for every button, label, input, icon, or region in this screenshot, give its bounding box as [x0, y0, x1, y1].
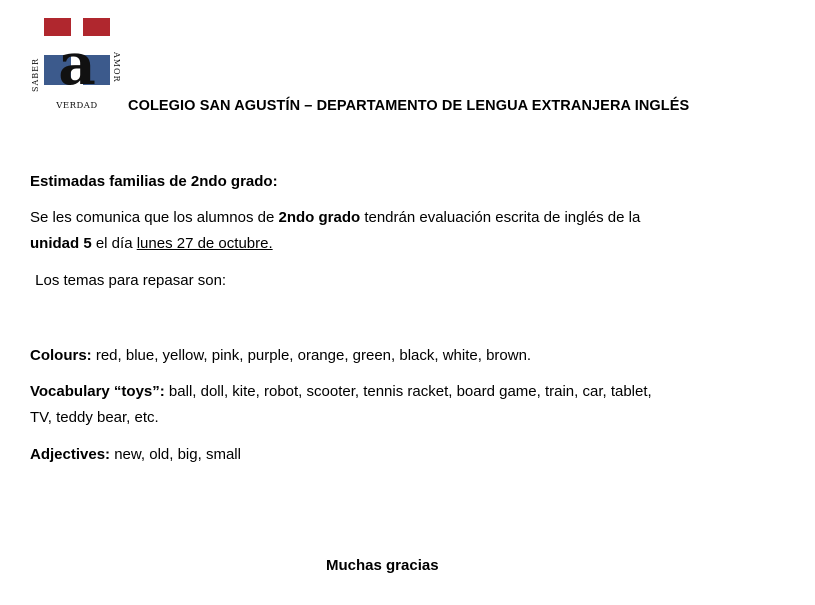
topic-toys — [30, 379, 652, 431]
topic-adjectives-label: Adjectives: — [30, 446, 111, 463]
topic-colours-label: Colours: — [30, 347, 92, 364]
topic-colours — [30, 343, 531, 369]
letter-greeting: Estimadas familias de 2ndo grado: — [30, 173, 278, 190]
topics-intro: Los temas para repasar son: — [31, 272, 227, 289]
page-title: COLEGIO SAN AGUSTÍN – DEPARTAMENTO DE LENGUA EXTRANJERA INGLÉS — [128, 98, 690, 114]
topic-adjectives — [30, 442, 241, 468]
topic-toys-text-1: ball, doll, kite, robot, scooter, tennis racket, board game, train, car, tablet, — [164, 383, 652, 400]
school-logo — [28, 18, 126, 114]
topic-colours-text: red, blue, yellow, pink, purple, orange, green, black, white, brown. — [91, 347, 532, 364]
crest-right-text: AMOR — [112, 52, 121, 83]
topic-adjectives-text: new, old, big, small — [110, 446, 241, 463]
notice-text-1: Se les comunica que los alumnos de — [30, 209, 279, 226]
school-crest-icon — [28, 18, 126, 114]
notice-date: lunes 27 de octubre. — [136, 235, 273, 252]
topic-toys-text-2: TV, teddy bear, etc. — [30, 409, 159, 426]
crest-emblem: a — [58, 30, 96, 98]
notice-grade: 2ndo grado — [278, 209, 361, 226]
topic-toys-label: Vocabulary “toys”: — [30, 383, 165, 400]
notice-text-3: el día — [91, 235, 137, 252]
crest-left-text: SABER — [31, 58, 40, 92]
closing-text: Muchas gracias — [326, 557, 439, 574]
notice-text-2: tendrán evaluación escrita de inglés de la — [360, 209, 641, 226]
notice-unit: unidad 5 — [30, 235, 92, 252]
crest-bottom-text: VERDAD — [56, 101, 98, 111]
notice-paragraph — [30, 205, 640, 257]
